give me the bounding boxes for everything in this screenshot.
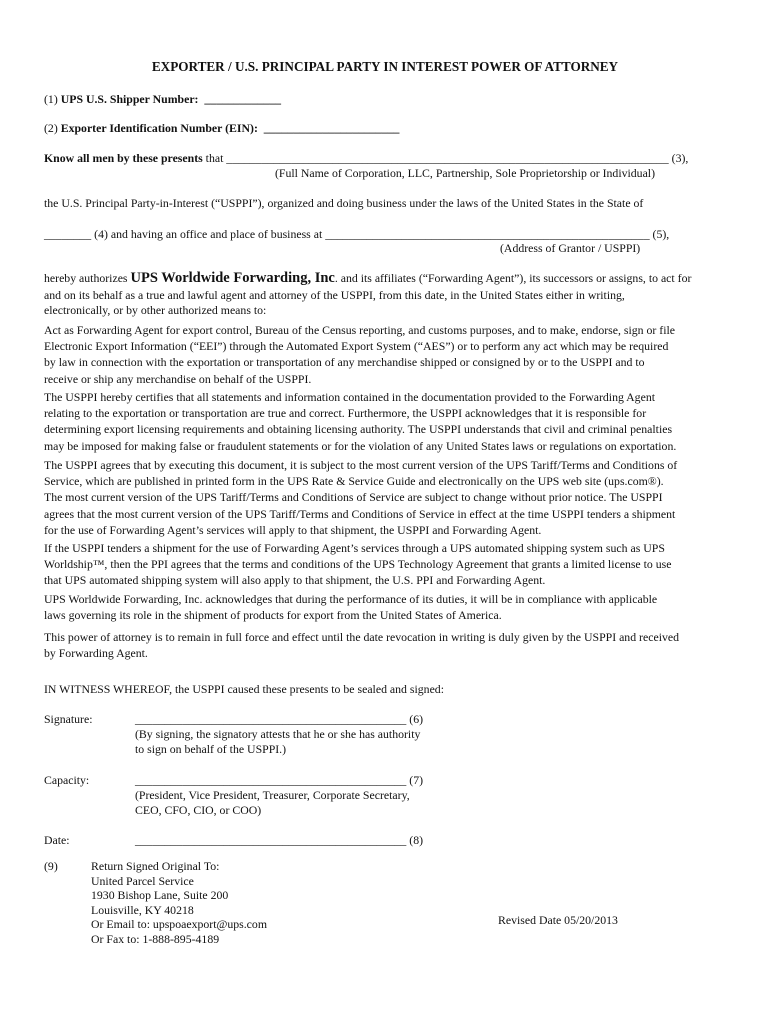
company-name-blank[interactable]: that ___________________________________________________________________________ (3), <box>202 151 689 165</box>
text-line: Electronic Export Information (“EEI”) through the Automated Export System (“AES”) or to perform any act which may be required <box>44 339 669 354</box>
text-line: Service, which are published in printed form in the UPS Rate & Service Guide and electronically on the UPS web site (ups.com®). <box>44 474 664 489</box>
forwarder-company-name: UPS Worldwide Forwarding, Inc <box>130 270 335 286</box>
address-caption: (Address of Grantor / USPPI) <box>500 241 641 255</box>
know-all-men-line <box>44 151 688 166</box>
text-line: The USPPI agrees that by executing this document, it is subject to the most current version of the UPS Tariff/Terms and Conditions of <box>44 458 678 472</box>
capacity-note-2: CEO, CFO, CIO, or COO) <box>135 803 262 817</box>
ein-blank[interactable]: _______________________ <box>263 121 400 135</box>
signature-label: Signature: <box>44 712 93 726</box>
text-line: that UPS automated shipping system will also apply to that shipment, the U.S. PPI and Forwarding Agent. <box>44 573 546 588</box>
text-line: If the USPPI tenders a shipment for the use of Forwarding Agent’s services through a UPS automated shipping system such as UPS <box>44 541 665 555</box>
text-line: Act as Forwarding Agent for export control, Bureau of the Census reporting, and customs purposes, and to make, endorse, sign or file <box>44 323 675 337</box>
witness-statement: IN WITNESS WHEREOF, the USPPI caused these presents to be sealed and signed: <box>44 682 444 696</box>
shipper-number-blank[interactable]: _____________ <box>204 92 282 106</box>
ein-prefix: (2) <box>44 121 61 135</box>
return-address-block <box>91 859 267 947</box>
authorizes-line-2: and on its behalf as a true and lawful agent and attorney of the USPPI, from this date, in the United States either in writing, <box>44 288 625 302</box>
text-line: Worldship™, then the PPI agrees that the terms and conditions of the UPS Technology Agreement that grants a limited license to use <box>44 557 672 572</box>
return-email[interactable]: Or Email to: upspoaexport@ups.com <box>91 917 267 932</box>
date-field[interactable]: ______________________________________________ (8) <box>135 833 424 847</box>
text-line: by law in connection with the exportation or transportation of any merchandise shipped or consigned by or to the USPPI and to <box>44 355 645 370</box>
ein-label: Exporter Identification Number (EIN): <box>60 121 258 135</box>
text-line: This power of attorney is to remain in full force and effect until the date revocation in writing is duly given by the USPPI and received <box>44 630 680 644</box>
paragraph-worldship <box>44 540 724 589</box>
date-label: Date: <box>44 833 70 847</box>
paragraph-act-as-agent <box>44 322 724 387</box>
text-line: for the use of Forwarding Agent’s services will apply to that shipment, the USPPI and Forwarding Agent. <box>44 522 542 537</box>
text-line: agrees that the most current version of the UPS Tariff/Terms and Conditions of Service in effect at the time USPPI tenders a shipment <box>44 506 676 521</box>
return-line: Louisville, KY 40218 <box>91 902 194 917</box>
paragraph-duration <box>44 629 724 661</box>
shipper-number-prefix: (1) <box>44 92 61 106</box>
text-line: relating to the exportation or transportation are true and correct. Furthermore, the USPPI acknowledges that it is responsible for <box>44 406 647 421</box>
revised-date: Revised Date 05/20/2013 <box>498 913 618 927</box>
text-line: The USPPI hereby certifies that all statements and information contained in the documentation provided to the Forwarding Agent <box>44 390 655 404</box>
shipper-number-label: UPS U.S. Shipper Number: <box>60 92 199 106</box>
paragraph-compliance <box>44 591 724 623</box>
text-line: may be imposed for making false or fraudulent statements or for the violation of any United States laws or regulations on exportation. <box>44 438 677 453</box>
paragraph-certification <box>44 389 724 454</box>
capacity-field[interactable]: ______________________________________________ (7) <box>135 773 424 787</box>
text-line: receive or ship any merchandise on behalf of the USPPI. <box>44 371 312 386</box>
authorizes-pre: hereby authorizes <box>44 271 131 285</box>
signature-note-1: (By signing, the signatory attests that he or she has authority <box>135 727 421 741</box>
company-name-caption: (Full Name of Corporation, LLC, Partnership, Sole Proprietorship or Individual) <box>274 166 656 180</box>
text-line: UPS Worldwide Forwarding, Inc. acknowledges that during the performance of its duties, it will be in compliance with applicable <box>44 592 658 606</box>
ein-line <box>44 121 399 136</box>
return-fax: Or Fax to: 1-888-895-4189 <box>91 931 220 946</box>
return-line: 1930 Bishop Lane, Suite 200 <box>91 888 229 903</box>
office-address-line[interactable]: ________ (4) and having an office and place of business at _______________________________________________________ (5), <box>44 227 670 241</box>
text-line: The most current version of the UPS Tariff/Terms and Conditions of Service are subject to change without prior notice. The USPPI <box>44 490 663 505</box>
signature-note-2: to sign on behalf of the USPPI.) <box>135 742 287 756</box>
return-line: Return Signed Original To: <box>91 859 220 873</box>
page-title: EXPORTER / U.S. PRINCIPAL PARTY IN INTEREST POWER OF ATTORNEY <box>151 59 619 74</box>
signature-field[interactable]: ______________________________________________ (6) <box>135 712 424 726</box>
return-line: United Parcel Service <box>91 873 194 888</box>
text-line: laws governing its role in the shipment of products for export from the United States of America. <box>44 608 502 623</box>
authorizes-line-3: electronically, or by other authorized means to: <box>44 303 267 317</box>
capacity-label: Capacity: <box>44 773 90 787</box>
authorizes-line <box>44 270 691 287</box>
return-number: (9) <box>44 859 58 873</box>
know-all-men-bold: Know all men by these presents <box>44 151 203 165</box>
paragraph-tariff-terms <box>44 457 724 538</box>
authorizes-post: . and its affiliates (“Forwarding Agent”), its successors or assigns, to act for <box>334 271 692 285</box>
shipper-number-line <box>44 92 281 107</box>
text-line: by Forwarding Agent. <box>44 646 148 661</box>
text-line: determining export licensing requirements and obtaining licensing authority. The USPPI understands that civil and criminal penalties <box>44 422 673 437</box>
capacity-note-1: (President, Vice President, Treasurer, Corporate Secretary, <box>135 788 410 802</box>
usppi-line: the U.S. Principal Party-in-Interest (“USPPI”), organized and doing business under the laws of the United States in the State of <box>44 196 644 210</box>
